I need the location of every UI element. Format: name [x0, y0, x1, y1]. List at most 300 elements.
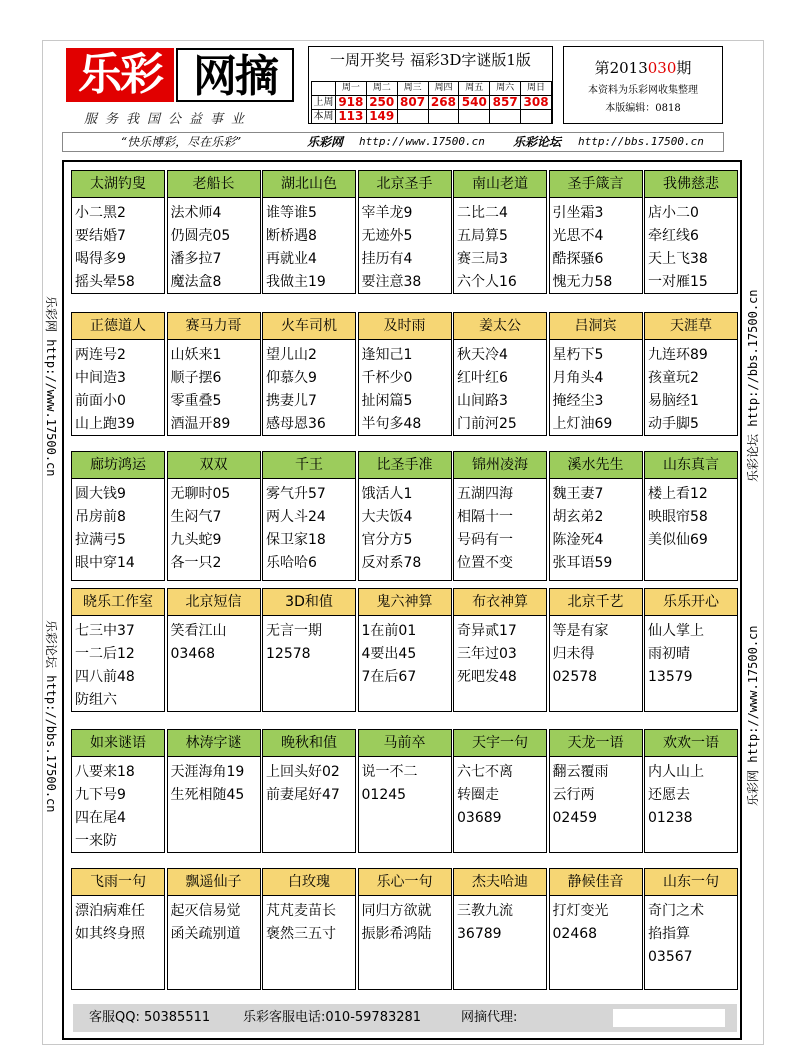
riddle-cell	[453, 868, 547, 990]
riddle-line: 前妻尾好47	[266, 787, 340, 803]
riddle-body	[263, 616, 355, 666]
riddle-line: 仍圆壳05	[170, 228, 231, 244]
riddle-line: 扯闲篇5	[361, 393, 413, 409]
riddle-line: 赛三局3	[457, 251, 508, 267]
riddle-body	[263, 340, 355, 436]
riddle-line: 02578	[552, 669, 598, 685]
side-text-left-top: 乐彩网 http://www.17500.cn	[44, 296, 58, 477]
draw-number: 268	[428, 96, 459, 110]
riddle-cell	[549, 868, 643, 990]
riddle-body	[645, 616, 737, 689]
riddle-line: 36789	[457, 926, 502, 942]
riddle-body	[454, 479, 546, 575]
draw-number: 918	[335, 96, 366, 110]
riddle-line: 动手脚5	[648, 416, 699, 432]
riddle-line: 保卫家18	[266, 532, 326, 548]
logo	[62, 46, 295, 104]
riddle-line: 携妻儿7	[266, 393, 317, 409]
riddle-cell	[358, 729, 452, 853]
ticker-label-forum: 乐彩论坛	[513, 135, 562, 149]
logo-red-part: 乐彩	[66, 48, 174, 102]
riddle-author: 杰夫哈迪	[454, 869, 546, 896]
riddle-body	[168, 340, 260, 436]
riddle-author: 千王	[263, 452, 355, 479]
riddle-line: 前面小0	[75, 393, 126, 409]
riddle-line: 无迹外5	[361, 228, 413, 244]
riddle-body	[72, 198, 164, 294]
riddle-cell	[644, 729, 738, 853]
riddle-line: 起灭信易觉	[170, 903, 241, 919]
riddle-cell	[453, 588, 547, 712]
riddle-body	[550, 757, 642, 830]
riddle-line: 号码有一	[457, 532, 513, 548]
riddle-body	[263, 896, 355, 946]
riddle-body	[454, 757, 546, 830]
riddle-author: 乐心一句	[359, 869, 451, 896]
riddle-cell	[71, 451, 165, 581]
riddle-cell	[71, 729, 165, 853]
riddle-line: 魔法盒8	[170, 274, 222, 290]
ticker-label-site: 乐彩网	[307, 135, 344, 149]
riddle-line: 生闷气7	[170, 509, 222, 525]
slogan: 服务我国公益事业	[84, 112, 253, 127]
riddle-line: 03689	[457, 810, 502, 826]
riddle-cell	[71, 312, 165, 436]
riddle-line: 仙人掌上	[648, 623, 704, 639]
riddle-line: 摇头晕58	[75, 274, 135, 290]
riddle-line: 九头蛇9	[170, 532, 222, 548]
riddle-line: 胡玄弟2	[552, 509, 604, 525]
riddle-author: 及时雨	[359, 313, 451, 340]
riddle-line: 山上跑39	[75, 416, 135, 432]
riddle-line: 酒温开89	[170, 416, 231, 432]
riddle-line: 饿活人1	[361, 486, 413, 502]
riddle-author: 天宇一句	[454, 730, 546, 757]
footer-qq: 客服QQ: 50385511	[89, 1010, 211, 1025]
riddle-body	[263, 198, 355, 294]
draw-number: 250	[366, 96, 397, 110]
riddle-line: 四八前48	[75, 669, 135, 685]
draw-title: 一周开奖号 福彩3D字谜版1版	[330, 51, 531, 69]
riddle-body	[645, 896, 737, 969]
riddle-author: 林涛字谜	[168, 730, 260, 757]
day-label: 周六	[490, 82, 521, 96]
riddle-cell	[453, 451, 547, 581]
riddle-line: 红叶红6	[457, 370, 508, 386]
riddle-line: 吊房前8	[75, 509, 126, 525]
riddle-line: 拉满弓5	[75, 532, 126, 548]
riddle-line: 同归方欲就	[361, 903, 432, 919]
riddle-cell	[644, 868, 738, 990]
riddle-line: 一对雁15	[648, 274, 708, 290]
riddle-author: 马前卒	[359, 730, 451, 757]
riddle-body	[72, 479, 164, 575]
riddle-cell	[453, 729, 547, 853]
riddle-line: 一二后12	[75, 646, 135, 662]
riddle-author: 飘遥仙子	[168, 869, 260, 896]
ticker-url-site[interactable]: http://www.17500.cn	[359, 135, 485, 148]
riddle-line: 二比二4	[457, 205, 508, 221]
riddle-line: 易脑经1	[648, 393, 699, 409]
riddle-cell	[644, 312, 738, 436]
draw-number: 807	[397, 96, 428, 110]
riddle-cell	[549, 312, 643, 436]
riddle-line: 防组六	[75, 692, 117, 708]
riddle-cell	[358, 451, 452, 581]
draw-number	[459, 110, 490, 124]
issue-number	[564, 57, 722, 78]
footer-agent-label: 网摘代理:	[461, 1010, 518, 1025]
riddle-author: 吕洞宾	[550, 313, 642, 340]
riddle-line: 挂历有4	[361, 251, 413, 267]
riddle-line: 山妖来1	[170, 347, 222, 363]
day-label: 周五	[459, 82, 490, 96]
riddle-line: 断桥遇8	[266, 228, 317, 244]
riddle-line: 上回头好02	[266, 764, 340, 780]
logo-black-part: 网摘	[176, 48, 294, 102]
riddle-cell	[262, 588, 356, 712]
riddle-line: 三教九流	[457, 903, 513, 919]
riddle-line: 12578	[266, 646, 311, 662]
riddle-line: 等是有家	[552, 623, 609, 639]
riddle-line: 引坐霜3	[552, 205, 604, 221]
riddle-line: 翻云覆雨	[552, 764, 609, 780]
riddle-body	[550, 340, 642, 436]
riddle-line: 八要来18	[75, 764, 135, 780]
riddle-author: 鬼六神算	[359, 589, 451, 616]
riddle-author: 南山老道	[454, 171, 546, 198]
riddle-author: 乐乐开心	[645, 589, 737, 616]
last-week-label: 上周	[313, 97, 334, 108]
riddle-line: 谁等谁5	[266, 205, 317, 221]
riddle-cell	[167, 588, 261, 712]
riddle-line: 要结婚7	[75, 228, 126, 244]
ticker-bar	[62, 132, 724, 152]
riddle-cell	[71, 868, 165, 990]
riddle-line: 笑看江山	[170, 623, 227, 639]
riddle-line: 宰羊龙9	[361, 205, 413, 221]
riddle-line: 小二黑2	[75, 205, 126, 221]
riddle-cell	[167, 451, 261, 581]
riddle-body	[168, 757, 260, 807]
riddle-line: 函关疏别道	[170, 926, 241, 942]
riddle-cell	[644, 170, 738, 294]
riddle-line: 望儿山2	[266, 347, 317, 363]
ticker-url-forum[interactable]: http://bbs.17500.cn	[578, 135, 704, 148]
riddle-line: 1在前01	[361, 623, 417, 639]
source-note: 本资料为乐彩网收集整理	[588, 85, 698, 96]
riddle-cell	[549, 588, 643, 712]
riddle-line: 秋天冷4	[457, 347, 508, 363]
riddle-line: 月角头4	[552, 370, 604, 386]
riddle-body	[645, 198, 737, 294]
riddle-author: 太湖钓叟	[72, 171, 164, 198]
riddle-line: 中间造3	[75, 370, 126, 386]
riddle-line: 六个人16	[457, 274, 517, 290]
riddle-line: 反对系78	[361, 555, 422, 571]
riddle-line: 酷探骚6	[552, 251, 604, 267]
riddle-line: 零重叠5	[170, 393, 222, 409]
riddle-body	[359, 896, 451, 946]
riddle-body	[359, 616, 451, 689]
riddle-cell	[549, 729, 643, 853]
riddle-author: 溪水先生	[550, 452, 642, 479]
riddle-line: 两连号2	[75, 347, 126, 363]
riddle-line: 映眼帘58	[648, 509, 708, 525]
riddle-body	[359, 340, 451, 436]
riddle-author: 火车司机	[263, 313, 355, 340]
riddle-body	[550, 896, 642, 946]
riddle-line: 奇异贰17	[457, 623, 517, 639]
riddle-cell	[262, 868, 356, 990]
riddle-body	[263, 757, 355, 807]
riddle-line: 官分方5	[361, 532, 413, 548]
riddle-line: 七三中37	[75, 623, 135, 639]
riddle-line: 我做主19	[266, 274, 326, 290]
riddle-line: 掐指算	[648, 926, 690, 942]
ticker-quote: “快乐博彩，尽在乐彩”	[121, 135, 242, 149]
riddle-body	[263, 479, 355, 575]
riddle-author: 锦州凌海	[454, 452, 546, 479]
riddle-body	[72, 896, 164, 946]
riddle-author: 老船长	[168, 171, 260, 198]
riddle-author: 廊坊鸿运	[72, 452, 164, 479]
riddle-cell	[644, 451, 738, 581]
riddle-line: 店小二0	[648, 205, 699, 221]
draw-number	[490, 110, 521, 124]
riddle-line: 芃芃麦苗长	[266, 903, 336, 919]
riddle-line: 相隔十一	[457, 509, 513, 525]
riddle-line: 山间路3	[457, 393, 508, 409]
riddle-line: 无聊时05	[170, 486, 231, 502]
riddle-line: 顺子摆6	[170, 370, 222, 386]
riddle-line: 牵红线6	[648, 228, 699, 244]
riddle-body	[72, 340, 164, 436]
side-text-left-bottom: 乐彩论坛 http://bbs.17500.cn	[44, 620, 58, 813]
riddle-line: 转圈走	[457, 787, 499, 803]
riddle-line: 美似仙69	[648, 532, 708, 548]
riddle-line: 掩经尘3	[552, 393, 604, 409]
riddle-line: 要注意38	[361, 274, 422, 290]
side-text-right-top: 乐彩论坛 http://bbs.17500.cn	[746, 289, 760, 482]
riddle-author: 姜太公	[454, 313, 546, 340]
riddle-author: 欢欢一语	[645, 730, 737, 757]
issue-box	[563, 46, 723, 124]
riddle-cell	[262, 729, 356, 853]
riddle-author: 北京千艺	[550, 589, 642, 616]
riddle-author: 圣手箴言	[550, 171, 642, 198]
day-label: 周一	[335, 82, 366, 96]
riddle-line: 上灯油69	[552, 416, 613, 432]
riddle-cell	[358, 170, 452, 294]
riddle-line: 门前河25	[457, 416, 517, 432]
riddle-line: 奇门之术	[648, 903, 704, 919]
riddle-cell	[71, 170, 165, 294]
riddle-line: 位置不变	[457, 555, 513, 571]
riddle-line: 星朽下5	[552, 347, 604, 363]
day-label: 周二	[366, 82, 397, 96]
riddle-author: 北京圣手	[359, 171, 451, 198]
riddle-line: 感母恩36	[266, 416, 326, 432]
riddle-author: 比圣手准	[359, 452, 451, 479]
riddle-line: 潘多拉7	[170, 251, 222, 267]
riddle-body	[454, 198, 546, 294]
side-text-right-bottom: 乐彩网 http://www.17500.cn	[746, 625, 760, 806]
riddle-author: 正德道人	[72, 313, 164, 340]
riddle-line: 振影希鸿陆	[361, 926, 432, 942]
riddle-cell	[71, 588, 165, 712]
riddle-body	[454, 616, 546, 689]
riddle-line: 五湖四海	[457, 486, 513, 502]
riddle-line: 02468	[552, 926, 598, 942]
riddle-body	[359, 479, 451, 575]
riddle-cell	[262, 170, 356, 294]
riddle-cell	[644, 588, 738, 712]
agent-field	[613, 1009, 725, 1027]
draw-number	[521, 110, 552, 124]
riddle-line: 九下号9	[75, 787, 126, 803]
riddle-body	[359, 757, 451, 807]
riddle-author: 布衣神算	[454, 589, 546, 616]
riddle-line: 逢知己1	[361, 347, 413, 363]
riddle-cell	[453, 312, 547, 436]
riddle-line: 内人山上	[648, 764, 704, 780]
riddle-line: 楼上看12	[648, 486, 708, 502]
riddle-body	[550, 198, 642, 294]
footer-bar	[73, 1004, 737, 1032]
riddle-body	[550, 479, 642, 575]
issue-prefix: 第2013	[594, 59, 648, 77]
riddle-line: 4要出45	[361, 646, 417, 662]
riddle-line: 千杯少0	[361, 370, 413, 386]
riddle-cell	[262, 312, 356, 436]
riddle-author: 山东一句	[645, 869, 737, 896]
riddle-body	[454, 896, 546, 946]
riddle-body	[645, 479, 737, 552]
riddle-line: 六七不离	[457, 764, 513, 780]
riddle-line: 云行两	[552, 787, 595, 803]
draw-number: 149	[366, 110, 397, 124]
riddle-author: 我佛慈悲	[645, 171, 737, 198]
riddle-author: 天龙一语	[550, 730, 642, 757]
draw-number	[397, 110, 428, 124]
riddle-line: 漂泊病难任	[75, 903, 145, 919]
riddle-line: 四在尾4	[75, 810, 126, 826]
riddle-line: 大夫饭4	[361, 509, 413, 525]
draw-number: 113	[335, 110, 366, 124]
issue-suffix: 期	[676, 59, 692, 77]
riddle-body	[72, 757, 164, 853]
riddle-author: 飞雨一句	[72, 869, 164, 896]
issue-num: 030	[647, 59, 677, 77]
riddle-line: 三年过03	[457, 646, 517, 662]
draw-number	[428, 110, 459, 124]
riddle-line: 半句多48	[361, 416, 422, 432]
riddle-author: 晓乐工作室	[72, 589, 164, 616]
draw-number: 540	[459, 96, 490, 110]
riddle-cell	[358, 588, 452, 712]
riddle-line: 光思不4	[552, 228, 604, 244]
riddle-line: 孩童玩2	[648, 370, 699, 386]
riddle-line: 天上飞38	[648, 251, 708, 267]
riddle-line: 再就业4	[266, 251, 317, 267]
riddle-author: 赛马力哥	[168, 313, 260, 340]
riddle-author: 北京短信	[168, 589, 260, 616]
riddle-line: 无言一期	[266, 623, 322, 639]
riddle-author: 晚秋和值	[263, 730, 355, 757]
riddle-line: 张耳语59	[552, 555, 613, 571]
riddle-line: 01238	[648, 810, 693, 826]
riddle-line: 魏王妻7	[552, 486, 604, 502]
riddle-line: 说一不二	[361, 764, 418, 780]
riddle-line: 褒然三五寸	[266, 926, 336, 942]
riddle-cell	[453, 170, 547, 294]
riddle-line: 归未得	[552, 646, 595, 662]
riddle-author: 天涯草	[645, 313, 737, 340]
this-week-label: 本周	[313, 111, 334, 122]
riddle-line: 7在后67	[361, 669, 417, 685]
draw-number: 308	[521, 96, 552, 110]
riddle-cell	[262, 451, 356, 581]
riddle-line: 还愿去	[648, 787, 690, 803]
riddle-line: 13579	[648, 669, 693, 685]
draw-number: 857	[490, 96, 521, 110]
riddle-cell	[167, 729, 261, 853]
riddle-body	[454, 340, 546, 436]
riddle-line: 03567	[648, 949, 693, 965]
riddle-body	[168, 198, 260, 294]
draw-table	[311, 81, 552, 124]
footer-phone: 乐彩客服电话:010-59783281	[243, 1010, 422, 1025]
riddle-line: 两人斗24	[266, 509, 326, 525]
riddle-line: 一来防	[75, 833, 117, 849]
riddle-line: 五局算5	[457, 228, 508, 244]
riddle-body	[550, 616, 642, 689]
riddle-line: 01245	[361, 787, 407, 803]
riddle-line: 死吧发48	[457, 669, 517, 685]
riddle-body	[168, 896, 260, 946]
riddle-cell	[167, 170, 261, 294]
riddle-line: 雨初晴	[648, 646, 690, 662]
riddle-author: 山东真言	[645, 452, 737, 479]
riddle-line: 02459	[552, 810, 598, 826]
riddle-author: 湖北山色	[263, 171, 355, 198]
riddle-cell	[167, 868, 261, 990]
riddle-body	[168, 479, 260, 575]
riddle-line: 生死相随45	[170, 787, 245, 803]
riddle-line: 打灯变光	[552, 903, 609, 919]
day-label: 周三	[397, 82, 428, 96]
riddle-line: 眼中穿14	[75, 555, 135, 571]
riddle-line: 雾气升57	[266, 486, 326, 502]
riddle-cell	[167, 312, 261, 436]
riddle-author: 如来谜语	[72, 730, 164, 757]
riddle-body	[645, 757, 737, 830]
riddle-line: 乐哈哈6	[266, 555, 317, 571]
day-label: 周日	[521, 82, 552, 96]
day-label: 周四	[428, 82, 459, 96]
riddle-body	[168, 616, 260, 666]
riddle-author: 静候佳音	[550, 869, 642, 896]
riddle-author: 白玫瑰	[263, 869, 355, 896]
riddle-cell	[358, 312, 452, 436]
riddle-body	[359, 198, 451, 294]
riddle-line: 愧无力58	[552, 274, 613, 290]
riddle-line: 九连环89	[648, 347, 708, 363]
riddle-body	[645, 340, 737, 436]
riddle-author: 双双	[168, 452, 260, 479]
riddle-line: 法术师4	[170, 205, 222, 221]
